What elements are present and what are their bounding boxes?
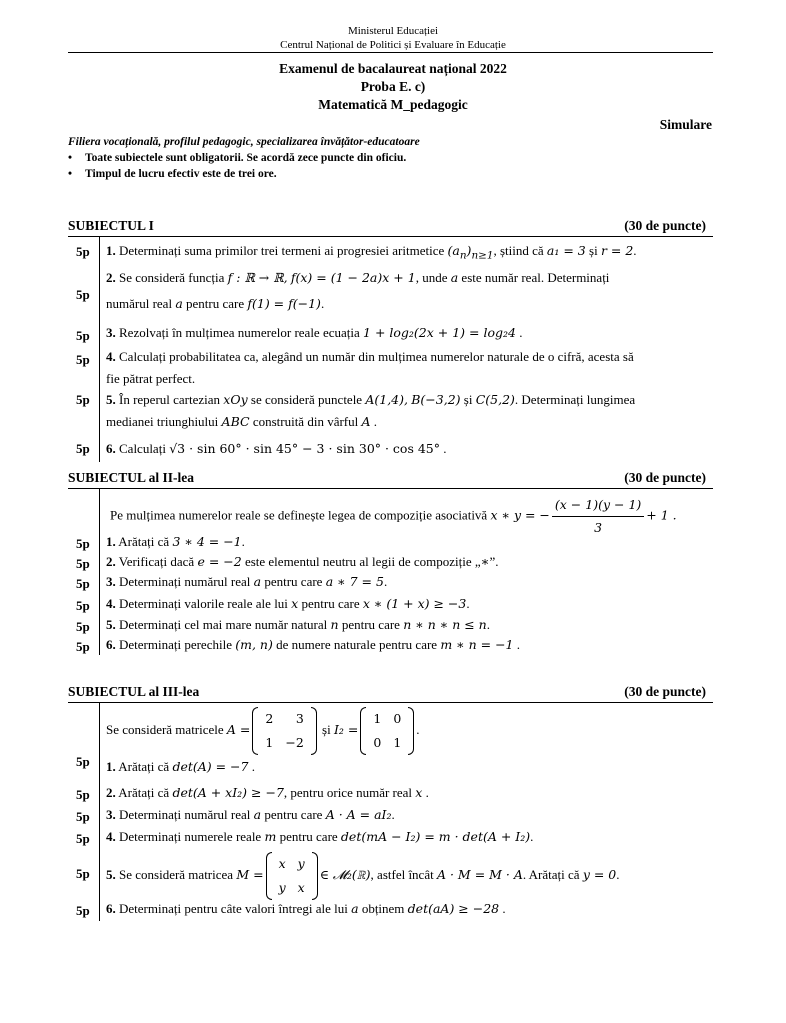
points-badge: 5p <box>76 328 90 343</box>
points-badge: 5p <box>76 809 90 824</box>
s2-question-3: 3. Determinați numărul real a pentru care a ∗ 7 = 5. <box>106 574 388 589</box>
s3-question-6: 6. Determinați pentru câte valori întregi ale lui a obținem det(aA) ≥ −28 . <box>106 901 506 916</box>
rule-2: • Timpul de lucru efectiv este de trei ore. <box>68 168 277 180</box>
s1-question-4: 4. Calculați probabilitatea ca, alegând un număr din mulțimea numerelor naturale de o cifră, acesta să fie pătrat perfect. <box>106 349 634 386</box>
exam-subject: Matematică M_pedagogic <box>318 97 468 112</box>
filiera-text: Filiera vocațională, profilul pedagogic, specializarea învățător-educatoare <box>68 136 420 148</box>
points-badge: 5p <box>76 352 90 367</box>
section-2-title: SUBIECTUL al II-lea <box>68 470 195 485</box>
section-3-header <box>68 684 713 700</box>
points-badge: 5p <box>76 556 90 571</box>
s3-question-4: 4. Determinați numerele reale m pentru care det(mA − I₂) = m · det(A + I₂). <box>106 829 534 844</box>
points-badge: 5p <box>76 787 90 802</box>
s1-question-6: 6. Calculați √3 · sin 60° · sin 45° − 3 · sin 30° · cos 45° . <box>106 441 447 456</box>
s1-question-5: 5. În reperul cartezian xOy se consideră punctele A(1,4), B(−3,2) și C(5,2). Determinați lungimea medianei triunghiului ABC construită din vârful A . <box>106 392 636 429</box>
section-1-points: (30 de puncte) <box>624 218 706 233</box>
s3-question-1: 1. Arătați că det(A) = −7 . <box>106 759 255 774</box>
points-badge: 5p <box>76 831 90 846</box>
points-badge: 5p <box>76 441 90 456</box>
section-3-margin-line <box>99 703 100 921</box>
points-badge: 5p <box>76 598 90 613</box>
s1-question-3: 3. Rezolvați în mulțimea numerelor reale ecuația 1 + log₂(2x + 1) = log₂4 . <box>106 325 523 340</box>
exam-title: Examenul de bacalaureat național 2022 <box>279 61 507 76</box>
header <box>0 24 786 52</box>
points-badge: 5p <box>76 866 90 881</box>
simulare-label: Simulare <box>659 117 712 132</box>
section-2-divider <box>68 488 713 489</box>
s3-intro: Se consideră matricele A = 2 3 1 −2 și I₂ = 1 0 0 1 . <box>106 707 712 755</box>
section-3-divider <box>68 702 713 703</box>
rule-1: • Toate subiectele sunt obligatorii. Se acordă zece puncte din oficiu. <box>68 152 407 164</box>
exam-proba: Proba E. c) <box>360 79 426 94</box>
section-2-points: (30 de puncte) <box>624 470 706 485</box>
section-1-title: SUBIECTUL I <box>68 218 154 233</box>
s2-question-1: 1. Arătați că 3 ∗ 4 = −1. <box>106 534 245 549</box>
section-1-header <box>68 218 713 234</box>
points-badge: 5p <box>76 619 90 634</box>
s3-question-2: 2. Arătați că det(A + xI₂) ≥ −7, pentru orice număr real x . <box>106 785 429 800</box>
s3-question-5: 5. Se consideră matricea M = x y y x ∈ 𝓜₂(ℝ), astfel încât A · M = M · A. Arătați că y = 0. <box>106 852 712 900</box>
points-badge: 5p <box>76 536 90 551</box>
points-badge: 5p <box>76 903 90 918</box>
law-fraction: $\frac{(x - 1)(y - 1)}{3}$ <box>552 494 644 539</box>
matrix-M: x y y x <box>266 852 318 900</box>
matrix-I2: 1 0 0 1 <box>360 707 414 755</box>
points-badge: 5p <box>76 576 90 591</box>
ministry-name: Ministerul Educației <box>347 25 439 37</box>
progression-symbol: $(a_n)_{n\ge 1}$ <box>447 243 494 262</box>
section-1-divider <box>68 236 713 237</box>
section-2-margin-line <box>99 489 100 655</box>
section-1-margin-line <box>99 237 100 462</box>
s2-question-6: 6. Determinați perechile (m, n) de numere naturale pentru care m ∗ n = −1 . <box>106 637 521 652</box>
s1-question-2: 2. Se consideră funcția f : ℝ → ℝ, f(x) = (1 − 2a)x + 1, unde a este număr real. Determinați numărul real a pentru care f(1) = f(−1). <box>106 270 610 311</box>
s2-intro: Pe mulțimea numerelor reale se definește legea de compoziție asociativă x ∗ y = − $\frac{(x - 1)(y - 1)}{3}$ + 1 . <box>110 494 716 539</box>
s2-question-2: 2. Verificați dacă e = −2 este elementul neutru al legii de compoziție „∗”. <box>106 554 499 569</box>
points-badge: 5p <box>76 639 90 654</box>
header-divider <box>68 52 713 53</box>
s1-question-1: 1. Determinați suma primilor trei termeni ai progresiei aritmetice $(a_n)_{n\ge 1}$, știind că a₁ = 3 și r = 2. <box>106 243 637 262</box>
bullet-icon: • <box>68 168 73 180</box>
section-2-header <box>68 470 713 486</box>
bullet-icon: • <box>68 152 73 164</box>
s2-question-5: 5. Determinați cel mai mare număr natural n pentru care n ∗ n ∗ n ≤ n. <box>106 617 490 632</box>
s3-question-3: 3. Determinați numărul real a pentru care A · A = aI₂. <box>106 807 395 822</box>
section-3-title: SUBIECTUL al III-lea <box>68 684 200 699</box>
points-badge: 5p <box>76 244 90 259</box>
section-3-points: (30 de puncte) <box>624 684 706 699</box>
s2-question-4: 4. Determinați valorile reale ale lui x pentru care x ∗ (1 + x) ≥ −3. <box>106 596 470 611</box>
matrix-A: 2 3 1 −2 <box>252 707 316 755</box>
center-name: Centrul Național de Politici și Evaluare în Educație <box>280 39 506 51</box>
points-badge: 5p <box>76 754 90 769</box>
points-badge: 5p <box>76 392 90 407</box>
points-badge: 5p <box>76 287 90 302</box>
